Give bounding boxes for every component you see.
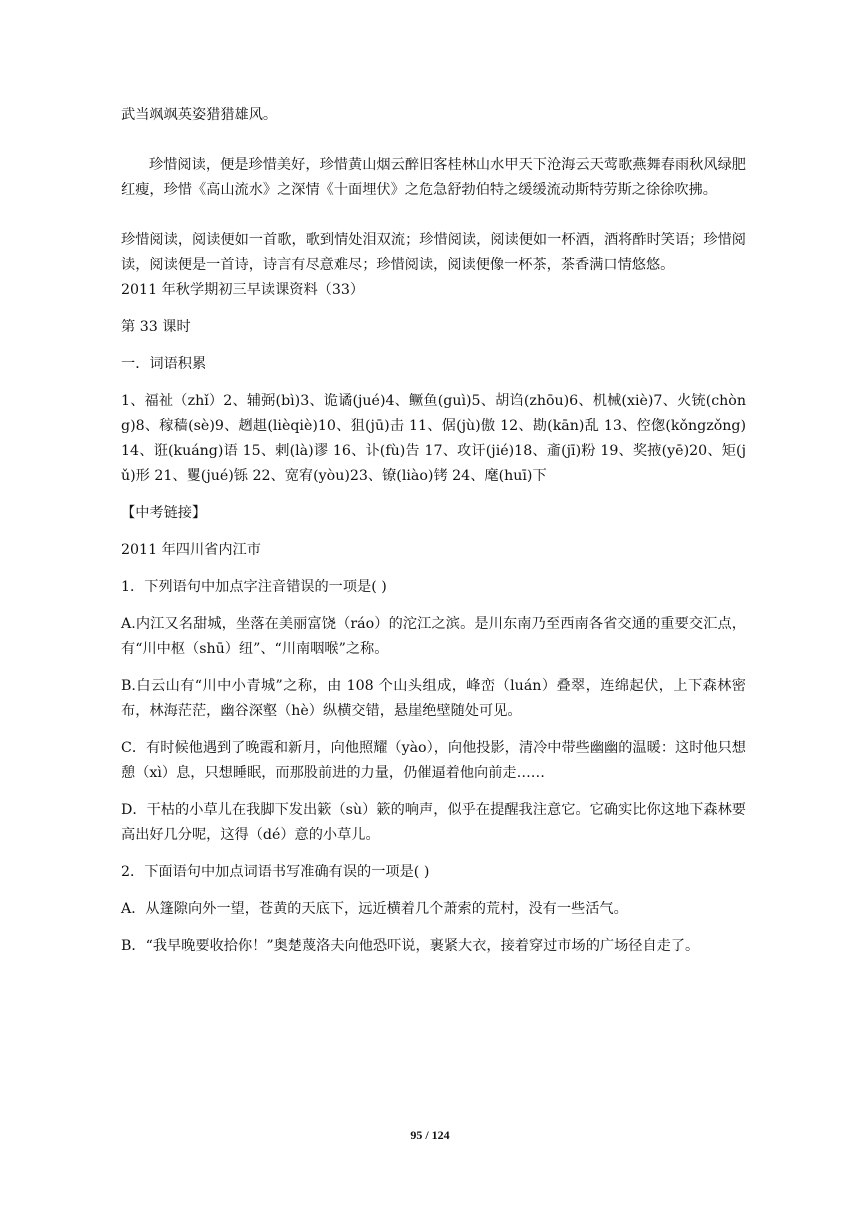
paragraph-cherish-reading-1: 珍惜阅读，便是珍惜美好，珍惜黄山烟云醉旧客桂林山水甲天下沧海云天莺歌燕舞春雨秋风绿肥红瘦，珍惜《高山流水》之深情《十面埋伏》之危急舒勃伯特之缓缓流动斯特劳斯之徐徐吹拂。 — [121, 157, 746, 198]
vocabulary-list: 1、福祉（zhǐ）2、辅弼(bì)3、诡谲(jué)4、鳜鱼(guì)5、胡诌(zhōu)6、机械(xiè)7、火铳(chòng)8、稼穑(sè)9、趔趄(lièqiè)10、狙(jū)击 11、倨(jù)傲 12、勘(kān)乱 13、倥偬(kǒngzǒng)14、诳(kuáng)语 15、剌(là)谬 16、讣(fù)告 17、攻讦(jié)18、齑(jī)粉 19、奖掖(yē)20、矩(jǔ)形 21、矍(jué)铄 22、宽宥(yòu)23、镣(liào)铐 24、麾(huī)下 — [121, 393, 746, 484]
lesson-heading: 第 33 课时 — [121, 319, 191, 335]
question-1-option-a: A.内江又名甜城，坐落在美丽富饶（ráo）的沱江之滨。是川东南乃至西南各省交通的重要交汇点，有“川中枢（shū）纽”、“川南咽喉”之称。 — [121, 616, 746, 657]
exam-link-heading: 【中考链接】 — [121, 505, 207, 521]
page-number: 95 / 124 — [410, 1128, 450, 1142]
question-2-option-a: A．从篷隙向外一望，苍黄的天底下，远近横着几个萧索的荒村，没有一些活气。 — [121, 901, 628, 917]
question-1-option-b: B.白云山有“川中小青城”之称，由 108 个山头组成，峰峦（luán）叠翠，连绵起伏，上下森林密布，林海茫茫，幽谷深壑（hè）纵横交错，悬崖绝壁随处可见。 — [121, 678, 746, 719]
exam-source: 2011 年四川省内江市 — [121, 542, 261, 558]
question-1-option-d: D．干枯的小草儿在我脚下发出簌（sù）簌的响声，似乎在提醒我注意它。它确实比你这地下森林要高出好几分呢，这得（dé）意的小草儿。 — [121, 802, 746, 843]
section-heading-vocabulary: 一．词语积累 — [121, 356, 207, 372]
question-1: 1．下列语句中加点字注音错误的一项是( ) — [121, 579, 387, 595]
question-2-option-b: B．“我早晚要收拾你！”奥楚蔑洛夫向他恐吓说，裹紧大衣，接着穿过市场的广场径自走了。 — [121, 938, 700, 954]
text-line-closing: 武当飒飒英姿猎猎雄风。 — [121, 107, 278, 123]
paragraph-cherish-reading-2: 珍惜阅读，阅读便如一首歌，歌到情处泪双流；珍惜阅读，阅读便如一杯酒，酒将酢时笑语；珍惜阅读，阅读便是一首诗，诗言有尽意难尽；珍惜阅读，阅读便像一杯茶，茶香满口情悠悠。 — [121, 232, 746, 273]
question-1-option-c: C．有时候他遇到了晚霞和新月，向他照耀（yào），向他投影，清冷中带些幽幽的温暖：这时他只想憩（xì）息，只想睡眠，而那股前进的力量，仍催逼着他向前走…… — [121, 740, 746, 781]
section-title: 2011 年秋学期初三早读课资料（33） — [121, 282, 365, 298]
question-2: 2．下面语句中加点词语书写准确有误的一项是( ) — [121, 864, 430, 880]
page-content — [121, 103, 746, 959]
